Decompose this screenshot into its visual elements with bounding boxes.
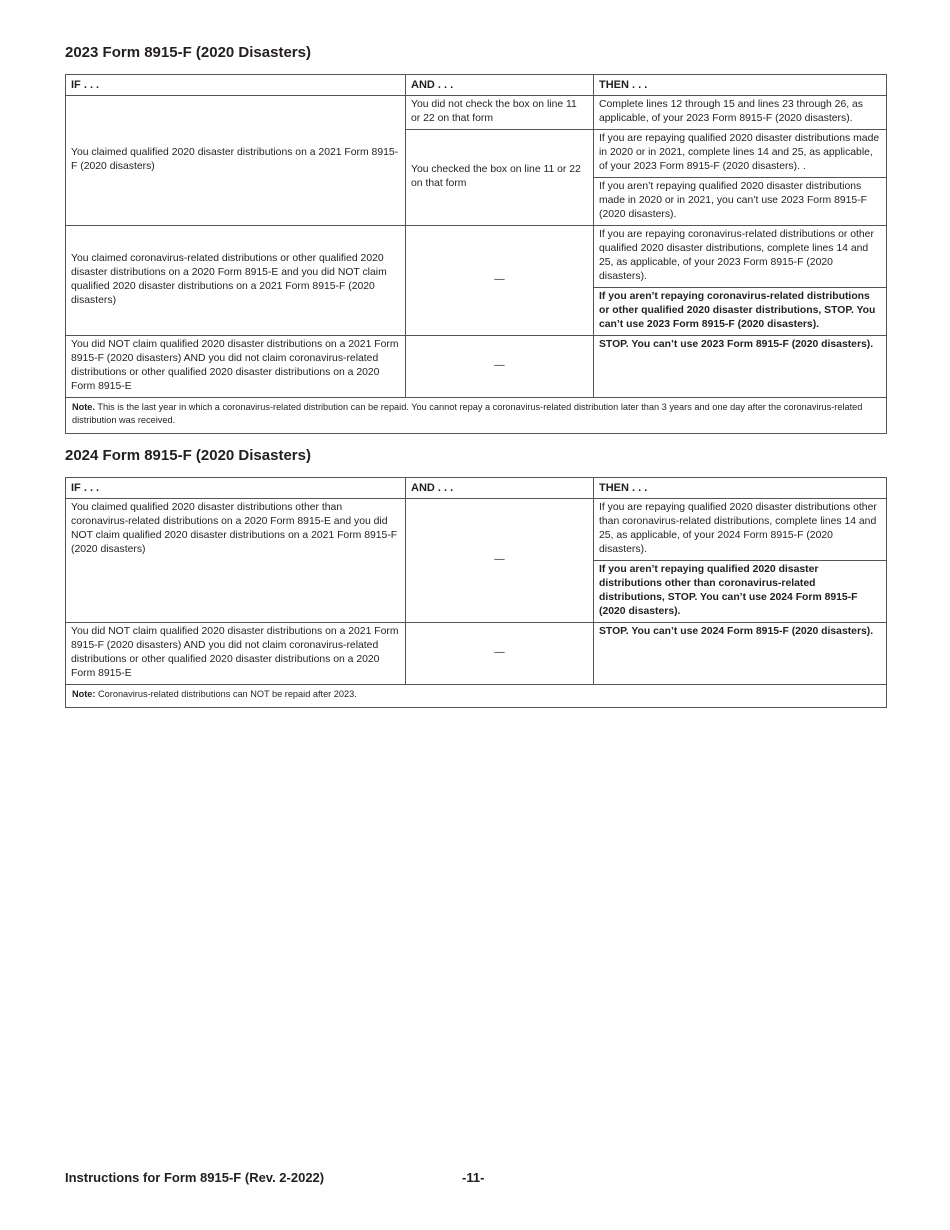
and-dash-cell: — — [406, 499, 594, 623]
and-dash-cell: — — [406, 623, 594, 685]
then-stop-cell: STOP. You can’t use 2023 Form 8915-F (2020 disasters). — [594, 336, 887, 398]
note-text: This is the last year in which a coronavirus-related distribution can be repaid. You cannot repay a coronavirus-related distribution later than 3 years and one day after the coronavirus-related distribution was received. — [72, 402, 863, 425]
footer-page-number: -11- — [462, 1170, 485, 1185]
header-then: THEN . . . — [594, 478, 887, 499]
table-note — [66, 398, 887, 434]
if-cell: You claimed qualified 2020 disaster distributions on a 2021 Form 8915-F (2020 disasters) — [66, 96, 406, 226]
table-row — [66, 336, 887, 398]
table-2023 — [65, 74, 887, 434]
if-cell: You did NOT claim qualified 2020 disaster distributions on a 2021 Form 8915-F (2020 disasters) AND you did not claim coronavirus-related distributions or other qualified 2020 disaster distributions on a 2020 Form 8915-E — [66, 623, 406, 685]
and-dash-cell: — — [406, 336, 594, 398]
table-note — [66, 685, 887, 708]
if-cell: You claimed coronavirus-related distributions or other qualified 2020 disaster distributions on a 2020 Form 8915-E and you did NOT claim qualified 2020 disaster distributions on a 2021 Form 8915-F (2020 disasters) — [66, 226, 406, 336]
table-header-row — [66, 75, 887, 96]
header-then: THEN . . . — [594, 75, 887, 96]
header-if: IF . . . — [66, 478, 406, 499]
table-row — [66, 623, 887, 685]
header-and: AND . . . — [406, 75, 594, 96]
if-cell: You did NOT claim qualified 2020 disaster distributions on a 2021 Form 8915-F (2020 disasters) AND you did not claim coronavirus-related distributions or other qualified 2020 disaster distributions on a 2020 Form 8915-E — [66, 336, 406, 398]
then-cell: If you are repaying qualified 2020 disaster distributions other than coronavirus-related distributions, complete lines 14 and 25, as applicable, of your 2024 Form 8915-F (2020 disasters). — [594, 499, 887, 561]
table-row — [66, 499, 887, 561]
note-text: Coronavirus-related distributions can NOT be repaid after 2023. — [95, 689, 357, 699]
note-label: Note. — [72, 402, 95, 412]
table-row — [66, 96, 887, 130]
and-cell: You checked the box on line 11 or 22 on that form — [406, 130, 594, 226]
if-cell: You claimed qualified 2020 disaster distributions other than coronavirus-related distributions on a 2020 Form 8915-E and you did NOT claim qualified 2020 disaster distributions on a 2021 Form 8915-F (2020 disasters) — [66, 499, 406, 623]
then-cell: If you are repaying coronavirus-related distributions or other qualified 2020 disaster distributions, complete lines 14 and 25, as applicable, of your 2023 Form 8915-F (2020 disasters). — [594, 226, 887, 288]
section-title-2024: 2024 Form 8915-F (2020 Disasters) — [65, 447, 311, 464]
and-dash-cell: — — [406, 226, 594, 336]
header-and: AND . . . — [406, 478, 594, 499]
table-header-row — [66, 478, 887, 499]
then-stop-cell: If you aren’t repaying coronavirus-related distributions or other qualified 2020 disaster distributions, STOP. You can’t use 2023 Form 8915-F (2020 disasters). — [594, 288, 887, 336]
then-stop-cell: If you aren’t repaying qualified 2020 disaster distributions other than coronavirus-related distributions, STOP. You can’t use 2024 Form 8915-F (2020 disasters). — [594, 561, 887, 623]
table-row — [66, 226, 887, 288]
then-cell: If you aren’t repaying qualified 2020 disaster distributions made in 2020 or in 2021, you can’t use 2023 Form 8915-F (2020 disasters). — [594, 178, 887, 226]
then-cell: If you are repaying qualified 2020 disaster distributions made in 2020 or in 2021, complete lines 14 and 25, as applicable, of your 2023 Form 8915-F (2020 disasters). . — [594, 130, 887, 178]
note-label: Note: — [72, 689, 96, 699]
table-note-row — [66, 685, 887, 708]
header-if: IF . . . — [66, 75, 406, 96]
table-2024 — [65, 477, 887, 708]
then-stop-cell: STOP. You can’t use 2024 Form 8915-F (2020 disasters). — [594, 623, 887, 685]
footer-form-title: Instructions for Form 8915-F (Rev. 2-2022) — [65, 1170, 325, 1185]
section-title-2023: 2023 Form 8915-F (2020 Disasters) — [65, 44, 311, 61]
and-cell: You did not check the box on line 11 or 22 on that form — [406, 96, 594, 130]
table-note-row — [66, 398, 887, 434]
then-cell: Complete lines 12 through 15 and lines 23 through 26, as applicable, of your 2023 Form 8915-F (2020 disasters). — [594, 96, 887, 130]
